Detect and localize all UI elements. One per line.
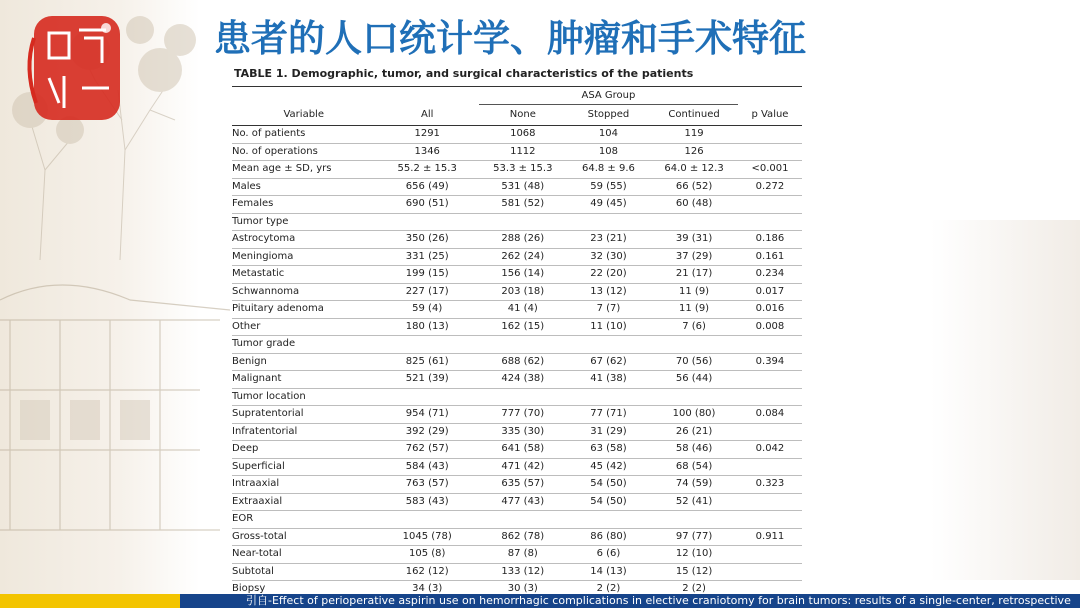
row-label: Metastatic: [232, 266, 375, 284]
cell-p-value: 0.084: [738, 406, 802, 424]
cell-all: 584 (43): [375, 458, 478, 476]
cell-none: [479, 511, 567, 529]
row-label: No. of patients: [232, 126, 375, 144]
row-label: Superficial: [232, 458, 375, 476]
table-row: [232, 231, 802, 249]
cell-all: 350 (26): [375, 231, 478, 249]
cell-stopped: 2 (2): [567, 581, 650, 599]
table-row: [232, 371, 802, 389]
cell-p-value: [738, 423, 802, 441]
table-row: [232, 301, 802, 319]
cell-none: 1068: [479, 126, 567, 144]
cell-none: 156 (14): [479, 266, 567, 284]
cell-stopped: 54 (50): [567, 476, 650, 494]
cell-none: 1112: [479, 143, 567, 161]
row-label: EOR: [232, 511, 375, 529]
cell-continued: 11 (9): [650, 283, 738, 301]
cell-none: 162 (15): [479, 318, 567, 336]
header-p-value: p Value: [738, 105, 802, 126]
cell-all: 690 (51): [375, 196, 478, 214]
cell-all: [375, 213, 478, 231]
cell-stopped: [567, 213, 650, 231]
cell-all: 55.2 ± 15.3: [375, 161, 478, 179]
table-caption: TABLE 1. Demographic, tumor, and surgical characteristics of the patients: [234, 67, 694, 80]
table-row: [232, 318, 802, 336]
row-label: Tumor type: [232, 213, 375, 231]
cell-stopped: 59 (55): [567, 178, 650, 196]
row-label: Subtotal: [232, 563, 375, 581]
cell-none: 641 (58): [479, 441, 567, 459]
cell-stopped: 7 (7): [567, 301, 650, 319]
row-label: Mean age ± SD, yrs: [232, 161, 375, 179]
cell-p-value: 0.272: [738, 178, 802, 196]
cell-none: [479, 388, 567, 406]
row-label: Benign: [232, 353, 375, 371]
cell-none: 203 (18): [479, 283, 567, 301]
table-row: [232, 178, 802, 196]
row-label: Pituitary adenoma: [232, 301, 375, 319]
cell-continued: 58 (46): [650, 441, 738, 459]
cell-p-value: 0.008: [738, 318, 802, 336]
cell-all: 34 (3): [375, 581, 478, 599]
cell-none: [479, 336, 567, 354]
cell-p-value: [738, 336, 802, 354]
cell-all: 1045 (78): [375, 528, 478, 546]
row-label: Tumor grade: [232, 336, 375, 354]
row-label: Schwannoma: [232, 283, 375, 301]
cell-continued: 66 (52): [650, 178, 738, 196]
hospital-seal-logo: [14, 8, 124, 128]
header-none: None: [479, 105, 567, 126]
cell-none: 30 (3): [479, 581, 567, 599]
cell-continued: 15 (12): [650, 563, 738, 581]
cell-p-value: [738, 546, 802, 564]
cell-all: 583 (43): [375, 493, 478, 511]
cell-stopped: 14 (13): [567, 563, 650, 581]
table-row: [232, 441, 802, 459]
cell-all: 331 (25): [375, 248, 478, 266]
cell-all: 825 (61): [375, 353, 478, 371]
cell-continued: 97 (77): [650, 528, 738, 546]
cell-p-value: <0.001: [738, 161, 802, 179]
table-group-header-row: [232, 87, 802, 105]
cell-continued: 52 (41): [650, 493, 738, 511]
cell-p-value: 0.394: [738, 353, 802, 371]
cell-none: 133 (12): [479, 563, 567, 581]
row-label: Deep: [232, 441, 375, 459]
cell-continued: [650, 388, 738, 406]
row-label: Malignant: [232, 371, 375, 389]
slide-title: 患者的人口统计学、肿瘤和手术特征: [214, 17, 806, 60]
cell-continued: 26 (21): [650, 423, 738, 441]
cell-stopped: 77 (71): [567, 406, 650, 424]
table-row: [232, 458, 802, 476]
cell-all: 1291: [375, 126, 478, 144]
cell-continued: 74 (59): [650, 476, 738, 494]
cell-stopped: 11 (10): [567, 318, 650, 336]
cell-stopped: 41 (38): [567, 371, 650, 389]
table-row: [232, 143, 802, 161]
table-row: [232, 126, 802, 144]
cell-continued: [650, 213, 738, 231]
cell-continued: [650, 511, 738, 529]
cell-continued: 21 (17): [650, 266, 738, 284]
table-row: [232, 336, 802, 354]
cell-continued: 12 (10): [650, 546, 738, 564]
row-label: Intraaxial: [232, 476, 375, 494]
table-row: [232, 353, 802, 371]
cell-p-value: 0.042: [738, 441, 802, 459]
cell-all: [375, 388, 478, 406]
row-label: Tumor location: [232, 388, 375, 406]
cell-none: 688 (62): [479, 353, 567, 371]
table-row: [232, 248, 802, 266]
header-stopped: Stopped: [567, 105, 650, 126]
cell-none: 471 (42): [479, 458, 567, 476]
table-row: [232, 213, 802, 231]
cell-stopped: [567, 511, 650, 529]
cell-all: 180 (13): [375, 318, 478, 336]
cell-p-value: 0.016: [738, 301, 802, 319]
cell-continued: 68 (54): [650, 458, 738, 476]
row-label: Infratentorial: [232, 423, 375, 441]
cell-none: 635 (57): [479, 476, 567, 494]
cell-p-value: [738, 563, 802, 581]
cell-p-value: 0.323: [738, 476, 802, 494]
table-row: [232, 493, 802, 511]
table-row: [232, 511, 802, 529]
header-variable: Variable: [232, 105, 375, 126]
cell-stopped: [567, 388, 650, 406]
cell-stopped: 104: [567, 126, 650, 144]
table-row: [232, 563, 802, 581]
row-label: Gross-total: [232, 528, 375, 546]
footer-accent-bar: [0, 594, 180, 608]
asa-group-header: ASA Group: [479, 87, 738, 105]
cell-p-value: [738, 388, 802, 406]
table-row: [232, 388, 802, 406]
cell-p-value: [738, 196, 802, 214]
table-row: [232, 196, 802, 214]
row-label: No. of operations: [232, 143, 375, 161]
cell-continued: 100 (80): [650, 406, 738, 424]
cell-none: 777 (70): [479, 406, 567, 424]
cell-all: 227 (17): [375, 283, 478, 301]
footer-bar: [180, 594, 1080, 608]
table-row: [232, 406, 802, 424]
cell-stopped: 63 (58): [567, 441, 650, 459]
cell-p-value: 0.161: [738, 248, 802, 266]
cell-continued: 56 (44): [650, 371, 738, 389]
cell-stopped: 67 (62): [567, 353, 650, 371]
cell-all: 59 (4): [375, 301, 478, 319]
cell-p-value: 0.186: [738, 231, 802, 249]
demographics-table: [232, 86, 802, 599]
cell-none: 862 (78): [479, 528, 567, 546]
row-label: Males: [232, 178, 375, 196]
cell-all: 656 (49): [375, 178, 478, 196]
table-row: [232, 266, 802, 284]
table-row: [232, 476, 802, 494]
cell-p-value: 0.234: [738, 266, 802, 284]
cell-stopped: 86 (80): [567, 528, 650, 546]
cell-all: [375, 336, 478, 354]
header-all: All: [375, 105, 478, 126]
cell-none: 424 (38): [479, 371, 567, 389]
cell-all: 392 (29): [375, 423, 478, 441]
cell-all: 763 (57): [375, 476, 478, 494]
cell-none: 53.3 ± 15.3: [479, 161, 567, 179]
cell-continued: 37 (29): [650, 248, 738, 266]
row-label: Other: [232, 318, 375, 336]
table-row: [232, 283, 802, 301]
table-column-header-row: [232, 105, 802, 126]
cell-all: 1346: [375, 143, 478, 161]
table-row: [232, 161, 802, 179]
cell-all: 762 (57): [375, 441, 478, 459]
building-sketch-decoration: [0, 270, 230, 600]
cell-none: 531 (48): [479, 178, 567, 196]
cell-p-value: [738, 511, 802, 529]
cell-none: 288 (26): [479, 231, 567, 249]
background-right-decoration: [930, 220, 1080, 580]
cell-stopped: 108: [567, 143, 650, 161]
cell-all: 954 (71): [375, 406, 478, 424]
row-label: Biopsy: [232, 581, 375, 599]
cell-stopped: 13 (12): [567, 283, 650, 301]
cell-continued: 2 (2): [650, 581, 738, 599]
cell-p-value: [738, 143, 802, 161]
cell-continued: 126: [650, 143, 738, 161]
cell-p-value: 0.017: [738, 283, 802, 301]
cell-all: [375, 511, 478, 529]
row-label: Supratentorial: [232, 406, 375, 424]
cell-continued: 70 (56): [650, 353, 738, 371]
cell-continued: 119: [650, 126, 738, 144]
cell-stopped: [567, 336, 650, 354]
row-label: Astrocytoma: [232, 231, 375, 249]
cell-stopped: 49 (45): [567, 196, 650, 214]
cell-continued: 64.0 ± 12.3: [650, 161, 738, 179]
row-label: Extraaxial: [232, 493, 375, 511]
cell-stopped: 32 (30): [567, 248, 650, 266]
cell-stopped: 6 (6): [567, 546, 650, 564]
row-label: Females: [232, 196, 375, 214]
cell-p-value: [738, 458, 802, 476]
cell-continued: 7 (6): [650, 318, 738, 336]
cell-stopped: 64.8 ± 9.6: [567, 161, 650, 179]
row-label: Near-total: [232, 546, 375, 564]
table-row: [232, 528, 802, 546]
cell-stopped: 45 (42): [567, 458, 650, 476]
cell-none: 335 (30): [479, 423, 567, 441]
cell-stopped: 54 (50): [567, 493, 650, 511]
cell-none: 262 (24): [479, 248, 567, 266]
cell-p-value: [738, 493, 802, 511]
cell-all: 162 (12): [375, 563, 478, 581]
cell-none: [479, 213, 567, 231]
footer-citation: 引自-Effect of perioperative aspirin use on hemorrhagic complications in elective craniotomy for brain tumors: results of a single-center, retrospective: [246, 594, 1071, 607]
cell-continued: 11 (9): [650, 301, 738, 319]
cell-continued: 60 (48): [650, 196, 738, 214]
cell-none: 581 (52): [479, 196, 567, 214]
table-row: [232, 546, 802, 564]
header-continued: Continued: [650, 105, 738, 126]
cell-none: 41 (4): [479, 301, 567, 319]
cell-none: 477 (43): [479, 493, 567, 511]
row-label: Meningioma: [232, 248, 375, 266]
cell-continued: 39 (31): [650, 231, 738, 249]
table-row: [232, 423, 802, 441]
cell-stopped: 22 (20): [567, 266, 650, 284]
cell-p-value: [738, 126, 802, 144]
cell-all: 199 (15): [375, 266, 478, 284]
cell-stopped: 23 (21): [567, 231, 650, 249]
cell-p-value: [738, 213, 802, 231]
cell-p-value: [738, 371, 802, 389]
cell-p-value: 0.911: [738, 528, 802, 546]
cell-all: 521 (39): [375, 371, 478, 389]
cell-none: 87 (8): [479, 546, 567, 564]
cell-continued: [650, 336, 738, 354]
cell-stopped: 31 (29): [567, 423, 650, 441]
cell-all: 105 (8): [375, 546, 478, 564]
